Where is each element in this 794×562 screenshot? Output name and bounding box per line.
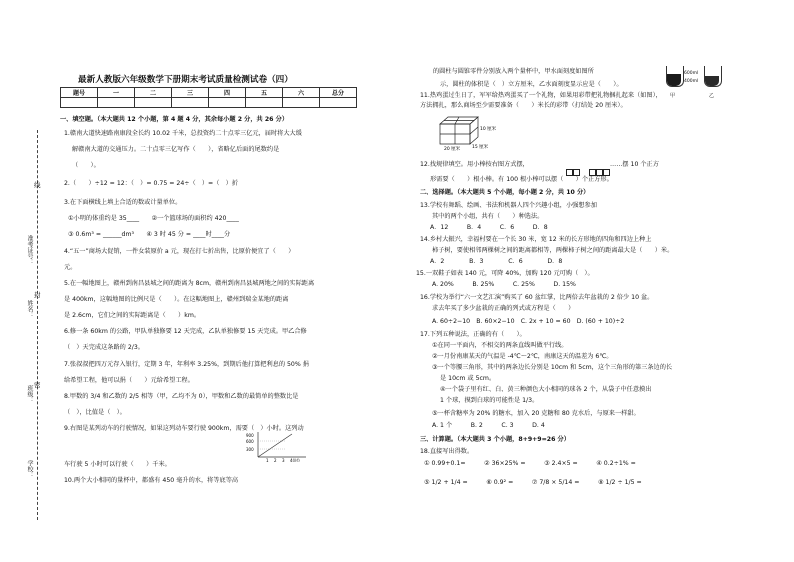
question-line: （ ）。 <box>72 162 100 169</box>
question-line: 1.赣南大道快速路南康段全长约 10.02 千米，总投资约二十点零三亿元，届时将大大缓 <box>64 130 302 137</box>
question-line: A．12 B．4 C．6 D．8 <box>430 224 548 231</box>
question-line: 14.乡村大振兴，幸福村要在一个长 30 米，宽 12 米的长方形地的四角和四边上种上 <box>420 236 652 243</box>
cup-mark: 400ml <box>684 79 699 84</box>
graph-x-tick: 3 <box>282 458 285 462</box>
question-line: 形需要（ ）根小棒。有 100 根小棒可以摆（ ）个正方形。 <box>430 176 613 183</box>
score-table-blank-row <box>61 98 357 108</box>
margin-label-name: 姓名： <box>26 300 33 318</box>
graph-y-tick: 900 <box>246 433 254 438</box>
score-table-header-row <box>61 88 357 98</box>
score-table <box>60 87 357 108</box>
cup-water <box>667 74 681 86</box>
score-cell <box>61 98 98 108</box>
question-line: A. 60÷2−10 B. 60×2−10 C. 2x + 10 = 60 D. (60 + 10)÷2 <box>432 318 625 325</box>
margin-sep-mi: 密 <box>34 381 41 389</box>
exam-title: 最新人教版六年级数学下册期末考试质量检测试卷（四） <box>78 75 293 85</box>
question-line: 示，圆柱的体积是（ ）立方厘米，乙水面刻度显示应是（ ）。 <box>440 81 623 88</box>
score-header: 题号 <box>61 88 98 98</box>
question-line: （ ），比值是（ ）。 <box>64 409 126 416</box>
calc-row: ⑤ 1/2 + 1/4 = ⑥ 0.9² = ⑦ 7/8 × 5/14 = ⑧ 1/2 ÷ 1/5 = <box>424 479 642 486</box>
margin-label-exam-id: 准考证号： <box>26 235 33 265</box>
question-line: ④一个袋子里有红、白、黄三种颜色大小相同的球各 2 个，从袋子中任意摸出 <box>440 386 652 393</box>
question-line: ⑤一杯含糖率为 20% 的糖水，加入 20 克糖和 80 克水后，与原来一样甜。 <box>432 410 640 417</box>
question-line: A. 1 个 B. 2 C. 3 D. 4 <box>432 422 545 429</box>
section-2-heading: 二、选择题。（本大题共 5 个小题，每小题 2 分，共 10 分） <box>420 189 590 196</box>
section-3-heading: 三、计算题。（本大题共 3 个小题，8+9+9=26 分） <box>420 436 570 443</box>
score-cell <box>283 98 320 108</box>
question-line: 5.在一幅地图上，赣州到南昌县城之间的距离为 8cm，赣州到南昌县城两地之间的实际距离 <box>64 280 315 287</box>
question-line: 8.甲数的 3/4 和乙数的 2/5 相等（甲，乙均不为 0），甲数和乙数的最简单的整数比是 <box>64 393 299 400</box>
question-line: 柿子树，要使相邻两棵树之间的距离都相等，两棵柿子树之间的距离最大是（ ）米。 <box>432 247 674 254</box>
question-line: 11.热鸡蛋过生日了，军军给热鸡蛋买了一个礼物，如果用彩带把礼物捆扎起来（如图）， <box>420 92 662 99</box>
gift-label-height: 10 厘米 <box>480 127 497 132</box>
question-line: 解赣南大道的交通压力。二十点零三亿写作（ ），省略亿后面的尾数约是 <box>72 146 280 153</box>
question-line: 4.“五一”商场大促销，一件女装原价 a 元，现在打七折出售，比原价便宜了（ ） <box>64 248 295 255</box>
score-header: 二 <box>135 88 172 98</box>
measuring-cup-yi <box>704 66 722 90</box>
speed-graph <box>246 430 310 462</box>
score-header: 五 <box>246 88 283 98</box>
question-line: ①在同一平面内，不相交的两条直线叫做平行线。 <box>432 342 568 349</box>
cup-label: 甲 <box>670 93 676 99</box>
question-line: 2.（ ）÷12 = 12：（ ）= 0.75 = 24÷（ ）=（ ）折 <box>64 180 238 187</box>
score-header: 四 <box>209 88 246 98</box>
score-cell <box>135 98 172 108</box>
question-line: A. 20% B. 25% C. 25% D. 15% <box>432 281 576 288</box>
stick-square <box>566 169 573 176</box>
score-cell <box>320 98 357 108</box>
score-header: 一 <box>98 88 135 98</box>
question-line: 12.找规律填空。用小棒按右图方式摆， <box>420 161 529 168</box>
graph-y-tick: 600 <box>246 439 254 444</box>
question-line: 车行驶 5 小时可以行驶（ ）千米。 <box>64 461 171 468</box>
graph-x-tick: 1 <box>266 458 269 462</box>
graph-x-tick: 4(时) <box>290 458 300 462</box>
question-line: 其中的两个小组，共有（ ）种选法。 <box>432 213 544 220</box>
section-1-heading: 一、填空题。（本大题共 12 个小题，第 4 题 4 分，其余每小题 2 分，共 26 分） <box>60 116 289 123</box>
stick-square <box>573 169 580 176</box>
score-cell <box>98 98 135 108</box>
calc-row: ① 0.99+0.1= ② 36×25% = ③ 2.4×5 = ④ 0.2÷1% = <box>424 460 636 467</box>
question-line: 7.张叔叔把四万元存入银行，定期 3 年，年利率 3.25%，到期后他打算把利息的 50% 捐 <box>64 361 309 368</box>
pattern-hint: ……摆 10 个正方 <box>610 161 659 168</box>
stick-square <box>589 169 596 176</box>
question-line: 的圆柱与圆锥零件分别放入两个量杯中，甲水面刻度如图所 <box>433 68 594 75</box>
cup-label: 乙 <box>709 93 715 99</box>
gift-box-figure <box>436 112 504 152</box>
question-line: ③一个等腰三角形，其中的两条边长分别是 10cm 和 5cm，这个三角形的第三条边的长 <box>432 364 673 371</box>
question-line: 给希望工程，他可以捐（ ）元给希望工程。 <box>64 377 194 384</box>
question-line: 3.在下面横线上填上合适的数或计量单位。 <box>64 199 182 206</box>
stick-square <box>596 169 603 176</box>
measuring-cup-jia <box>666 66 684 90</box>
question-line: 13.学校有舞蹈、绘画、书法和机器人四个兴趣小组，小强想参加 <box>420 202 597 209</box>
margin-label-school: 学校： <box>26 460 33 478</box>
score-cell <box>209 98 246 108</box>
question-line: 10.两个大小相同的量杯中，都盛有 450 毫升的水，将等底等高 <box>64 477 239 484</box>
question-line: 16.学校为举行“六一文艺汇演”购买了 60 盆红掌，比两倍去年盆栽的 2 倍少 10 盆。 <box>420 294 654 301</box>
graph-y-tick: 300 <box>246 447 254 452</box>
cup-water <box>705 76 719 86</box>
margin-label-class: 班级： <box>26 385 33 403</box>
question-line: 是 400km，这幅地图的比例尺是（ ）。在这幅地图上，赣州到瑞金某地的距离 <box>64 296 289 303</box>
score-cell <box>172 98 209 108</box>
graph-x-tick: 2 <box>274 458 277 462</box>
question-line: 方法拥扎，那么商场至少需要准备（ ）米长的彩带（打结处 20 厘米）。 <box>420 102 627 109</box>
gift-label-width: 15 厘米 <box>472 145 489 150</box>
question-line: ③ 0.6m³ = ______dm³ ④ 3 时 45 分 = ____时____分 <box>68 231 231 238</box>
score-header: 三 <box>172 88 209 98</box>
question-line: 是 10cm 或 5cm。 <box>440 375 496 382</box>
score-header: 六 <box>283 88 320 98</box>
question-line: 15.一双鞋子如表 140 元，可降 40%，加购 120 元可购（ ）。 <box>416 270 594 277</box>
question-line: ②一月份南康某天的气温是 -4℃～2℃，南康这天的温差为 6℃。 <box>432 353 613 360</box>
question-line: A．2 B．3 C．6 D．8 <box>430 258 563 265</box>
question-line: 18.直接写出得数。 <box>420 448 474 455</box>
question-line: 17.下列五种说法，正确的有（ ）。 <box>420 331 526 338</box>
question-line: 6.修一条 60km 的公路，甲队单独修要 12 天完成，乙队单独修要 15 天完成。甲乙合修 <box>64 328 307 335</box>
margin-sep-feng: 封 <box>34 291 41 299</box>
question-line: 是 2.6cm，它们之间的实际距离是（ ）km。 <box>64 312 201 319</box>
gift-label-length: 20 厘米 <box>444 147 461 152</box>
question-line: 9.右图是某列动车的行驶情况，如果这列动车要行驶 900km，需要（ ）小时。这列动 <box>64 425 304 432</box>
question-line: ①小明的体重约是 35____ ②一个篮球场的面积约 420____ <box>68 215 239 222</box>
cup-mark: 600ml <box>684 71 699 76</box>
question-line: （ ）天完成这条路的 2/3。 <box>64 344 144 351</box>
question-line: 元。 <box>64 264 77 271</box>
score-header: 总分 <box>320 88 357 98</box>
stick-square <box>603 169 610 176</box>
margin-sep-xian: 线 <box>34 181 41 189</box>
question-line: 1 个球，摸到白球的可能性是 1/3。 <box>440 397 539 404</box>
question-line: 求去年买了多少盆栽的正确的列式或方程是（ ） <box>432 305 575 312</box>
score-cell <box>246 98 283 108</box>
